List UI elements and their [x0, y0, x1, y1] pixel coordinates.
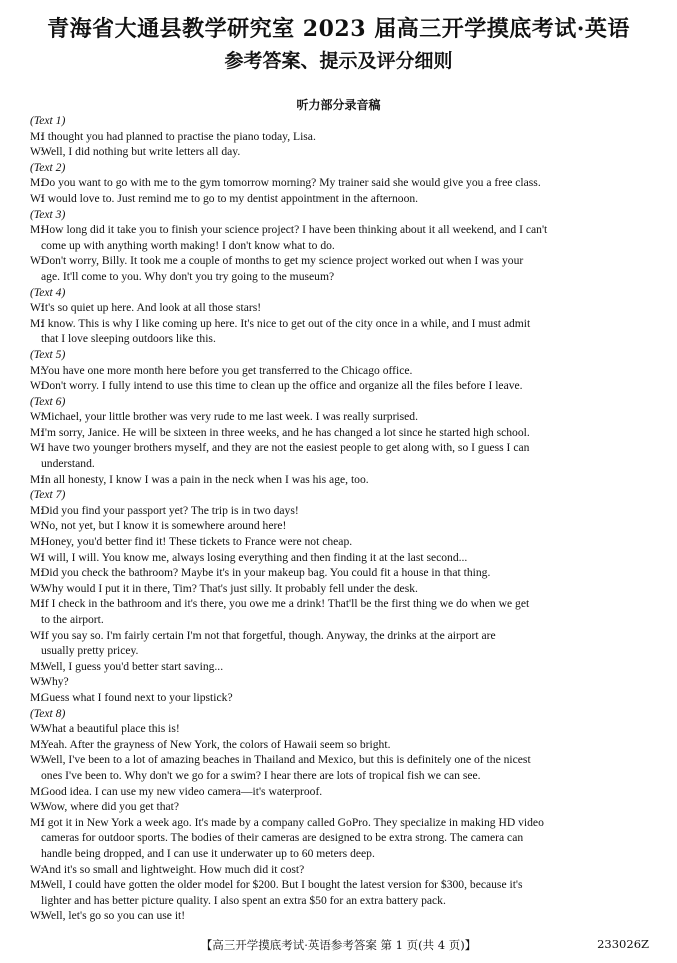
- dialogue-text: I will, I will. You know me, always losing everything and then finding it at the last second...: [41, 550, 468, 564]
- dialogue-text: age. It'll come to you. Why don't you try going to the museum?: [41, 269, 335, 283]
- speaker-label: M:: [30, 129, 44, 143]
- text-label: [30, 113, 652, 129]
- dialogue-text: You have one more month here before you get transferred to the Chicago office.: [41, 363, 413, 377]
- dialogue-text: No, not yet, but I know it is somewhere around here!: [41, 519, 287, 533]
- speaker-label: W:: [30, 410, 44, 424]
- speaker-label: M:: [30, 815, 44, 829]
- dialogue-text: Don't worry. I fully intend to use this time to clean up the office and organize all the files before I leave.: [41, 379, 523, 393]
- dialogue-text: I would love to. Just remind me to go to my dentist appointment in the afternoon.: [41, 191, 419, 205]
- text-label: [30, 394, 652, 410]
- dialogue-text: Do you want to go with me to the gym tomorrow morning? My trainer said she would give you a free class.: [41, 176, 541, 190]
- dialogue-line: [30, 799, 652, 815]
- speaker-label: W:: [30, 800, 44, 814]
- text-label-value: (Text 2): [30, 160, 66, 174]
- text-label-value: (Text 6): [30, 394, 66, 408]
- speaker-label: W:: [30, 550, 44, 564]
- dialogue-line: [30, 690, 652, 706]
- speaker-label: W:: [30, 862, 44, 876]
- speaker-label: M:: [30, 597, 44, 611]
- dialogue-line: [30, 144, 652, 160]
- dialogue-continuation: [30, 612, 652, 628]
- speaker-label: W:: [30, 753, 44, 767]
- dialogue-text: usually pretty pricey.: [41, 644, 139, 658]
- dialogue-line: [30, 425, 652, 441]
- speaker-label: W:: [30, 301, 44, 315]
- speaker-label: W:: [30, 722, 44, 736]
- dialogue-line: [30, 815, 652, 831]
- speaker-label: M:: [30, 535, 44, 549]
- dialogue-text: Well, I did nothing but write letters all day.: [41, 145, 241, 159]
- speaker-label: W:: [30, 379, 44, 393]
- dialogue-text: Why?: [41, 675, 69, 689]
- dialogue-line: [30, 440, 652, 456]
- dialogue-text: Did you find your passport yet? The trip is in two days!: [41, 503, 299, 517]
- dialogue-text: If you say so. I'm fairly certain I'm not that forgetful, though. Anyway, the drinks at the airport are: [41, 628, 496, 642]
- text-label: [30, 706, 652, 722]
- text-label: [30, 285, 652, 301]
- dialogue-line: [30, 737, 652, 753]
- dialogue-line: [30, 222, 652, 238]
- dialogue-text: Did you check the bathroom? Maybe it's in your makeup bag. You could fit a house in that thing.: [41, 566, 491, 580]
- text-label-value: (Text 3): [30, 207, 66, 221]
- text-label-value: (Text 7): [30, 488, 66, 502]
- speaker-label: M:: [30, 690, 44, 704]
- text-label-value: (Text 1): [30, 114, 66, 127]
- dialogue-line: [30, 674, 652, 690]
- dialogue-line: [30, 518, 652, 534]
- dialogue-line: [30, 659, 652, 675]
- dialogue-continuation: [30, 331, 652, 347]
- dialogue-text: Guess what I found next to your lipstick?: [41, 690, 233, 704]
- document-subtitle: 参考答案、提示及评分细则: [224, 50, 453, 72]
- footer-code: 233026Z: [597, 937, 649, 951]
- speaker-label: M:: [30, 503, 44, 517]
- speaker-label: M:: [30, 737, 44, 751]
- dialogue-text: understand.: [41, 457, 95, 471]
- document-title: 青海省大通县教学研究室 2023 届高三开学摸底考试·英语: [47, 16, 630, 42]
- dialogue-text: Well, I've been to a lot of amazing beaches in Thailand and Mexico, but this is definitely one of the nicest: [41, 753, 531, 767]
- dialogue-text: And it's so small and lightweight. How much did it cost?: [41, 862, 305, 876]
- dialogue-text: Michael, your little brother was very rude to me last week. I was really surprised.: [41, 410, 419, 424]
- dialogue-line: [30, 175, 652, 191]
- speaker-label: M:: [30, 784, 44, 798]
- dialogue-line: [30, 409, 652, 425]
- dialogue-line: [30, 565, 652, 581]
- text-label-value: (Text 5): [30, 347, 66, 361]
- speaker-label: W:: [30, 441, 44, 455]
- dialogue-text: If I check in the bathroom and it's there, you owe me a drink! That'll be the first thing we do when we get: [41, 597, 530, 611]
- dialogue-text: come up with anything worth making! I don't know what to do.: [41, 238, 335, 252]
- dialogue-text: handle being dropped, and I can use it underwater up to 60 meters deep.: [41, 846, 375, 860]
- speaker-label: M:: [30, 878, 44, 892]
- dialogue-continuation: [30, 238, 652, 254]
- dialogue-text: I got it in New York a week ago. It's made by a company called GoPro. They specialize in making HD video: [41, 815, 544, 829]
- speaker-label: W:: [30, 254, 44, 268]
- dialogue-line: [30, 752, 652, 768]
- dialogue-line: [30, 191, 652, 207]
- dialogue-line: [30, 784, 652, 800]
- dialogue-text: Honey, you'd better find it! These tickets to France were not cheap.: [41, 535, 353, 549]
- dialogue-continuation: [30, 830, 652, 846]
- dialogue-line: [30, 129, 652, 145]
- dialogue-text: I thought you had planned to practise the piano today, Lisa.: [41, 129, 316, 143]
- dialogue-text: that I love sleeping outdoors like this.: [41, 332, 216, 346]
- dialogue-line: [30, 721, 652, 737]
- dialogue-continuation: [30, 456, 652, 472]
- dialogue-line: [30, 378, 652, 394]
- dialogue-text: cameras for outdoor sports. The bodies of their cameras are designed to be extra strong. The camera can: [41, 831, 524, 845]
- speaker-label: M:: [30, 176, 44, 190]
- speaker-label: W:: [30, 628, 44, 642]
- footer-page-info: 【高三开学摸底考试·英语参考答案 第 1 页(共 4 页)】: [200, 938, 477, 952]
- dialogue-line: [30, 316, 652, 332]
- text-label: [30, 207, 652, 223]
- dialogue-text: to the airport.: [41, 613, 104, 626]
- dialogue-line: [30, 472, 652, 488]
- dialogue-text: It's so quiet up here. And look at all those stars!: [41, 301, 262, 315]
- dialogue-continuation: [30, 643, 652, 659]
- dialogue-line: [30, 908, 652, 924]
- speaker-label: W:: [30, 581, 44, 595]
- dialogue-text: Yeah. After the grayness of New York, the colors of Hawaii seem so bright.: [41, 737, 391, 751]
- text-label: [30, 487, 652, 503]
- speaker-label: M:: [30, 425, 44, 439]
- dialogue-text: Well, I could have gotten the older model for $200. But I bought the latest version for $300, because it's: [41, 878, 523, 892]
- speaker-label: M:: [30, 363, 44, 377]
- speaker-label: W:: [30, 909, 44, 923]
- section-title: 听力部分录音稿: [296, 98, 381, 112]
- dialogue-line: [30, 534, 652, 550]
- text-label: [30, 347, 652, 363]
- text-label-value: (Text 8): [30, 706, 66, 720]
- dialogue-line: [30, 503, 652, 519]
- speaker-label: M:: [30, 223, 44, 237]
- dialogue-line: [30, 581, 652, 597]
- dialogue-line: [30, 596, 652, 612]
- dialogue-text: lighter and has better picture quality. I also spent an extra $50 for an extra battery pack.: [41, 893, 446, 907]
- dialogue-text: What a beautiful place this is!: [41, 722, 180, 736]
- speaker-label: W:: [30, 145, 44, 159]
- dialogue-text: Don't worry, Billy. It took me a couple of months to get my science project worked out when I was your: [41, 254, 524, 268]
- dialogue-text: Why would I put it in there, Tim? That's just silly. It probably fell under the desk.: [41, 581, 418, 595]
- speaker-label: M:: [30, 659, 44, 673]
- dialogue-line: [30, 877, 652, 893]
- dialogue-continuation: [30, 893, 652, 909]
- dialogue-continuation: [30, 269, 652, 285]
- dialogue-text: Good idea. I can use my new video camera—it's waterproof.: [41, 784, 323, 798]
- dialogue-line: [30, 363, 652, 379]
- dialogue-continuation: [30, 768, 652, 784]
- dialogue-text: I'm sorry, Janice. He will be sixteen in three weeks, and he has changed a lot since he started high school.: [41, 425, 530, 439]
- speaker-label: W:: [30, 675, 44, 689]
- speaker-label: W:: [30, 191, 44, 205]
- dialogue-text: Well, let's go so you can use it!: [41, 909, 186, 923]
- dialogue-line: [30, 253, 652, 269]
- dialogue-line: [30, 862, 652, 878]
- text-label: [30, 160, 652, 176]
- dialogue-text: I have two younger brothers myself, and they are not the easiest people to get along with, so I guess I can: [41, 441, 530, 455]
- dialogue-text: Wow, where did you get that?: [41, 800, 180, 814]
- dialogue-continuation: [30, 846, 652, 862]
- transcript-body: [30, 113, 652, 924]
- dialogue-line: [30, 550, 652, 566]
- text-label-value: (Text 4): [30, 285, 66, 299]
- dialogue-text: ones I've been to. Why don't we go for a swim? I hear there are lots of tropical fish we can see.: [41, 768, 481, 782]
- dialogue-line: [30, 628, 652, 644]
- speaker-label: M:: [30, 566, 44, 580]
- dialogue-text: Well, I guess you'd better start saving...: [41, 659, 224, 673]
- speaker-label: M:: [30, 472, 44, 486]
- speaker-label: W:: [30, 519, 44, 533]
- speaker-label: M:: [30, 316, 44, 330]
- dialogue-text: I know. This is why I like coming up here. It's nice to get out of the city once in a while, and I must admit: [41, 316, 531, 330]
- dialogue-text: In all honesty, I know I was a pain in the neck when I was his age, too.: [41, 472, 369, 486]
- dialogue-line: [30, 300, 652, 316]
- dialogue-text: How long did it take you to finish your science project? I have been thinking about it all weekend, and I can't: [41, 223, 548, 237]
